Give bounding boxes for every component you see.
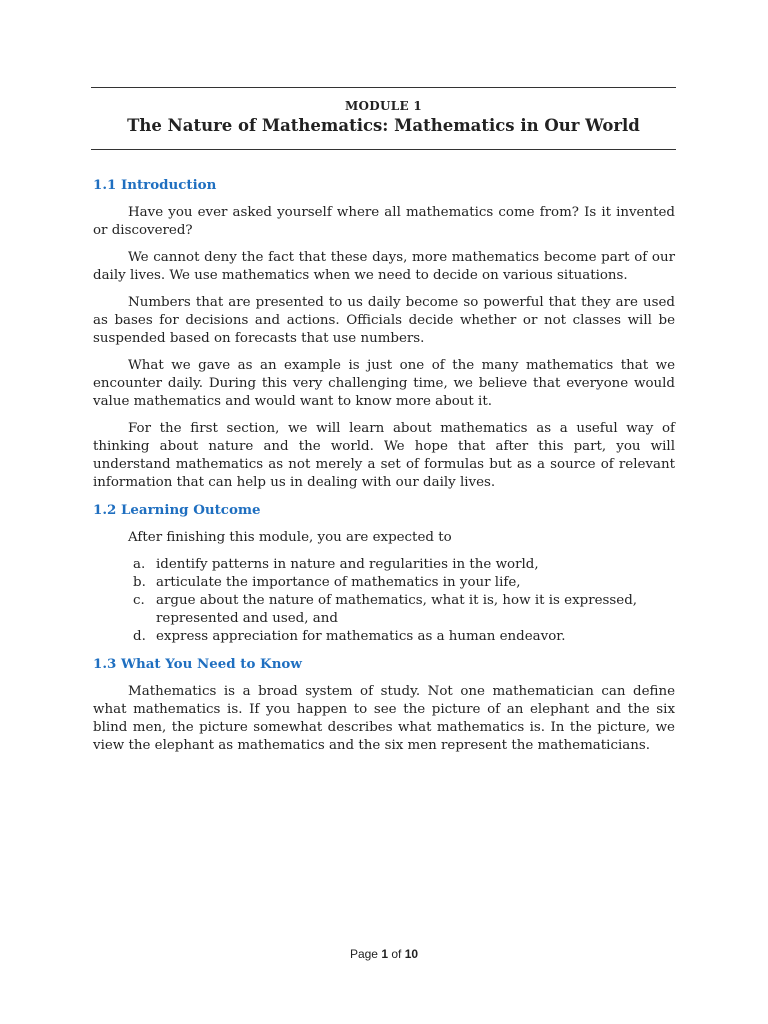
list-item-text: articulate the importance of mathematics in your life,: [156, 575, 521, 590]
intro-paragraph: We cannot deny the fact that these days, more mathematics become part of our daily lives. We use mathematics when we need to decide on various situations.: [93, 250, 675, 283]
know-paragraph: Mathematics is a broad system of study. Not one mathematician can define what mathematics is. If you happen to see the picture of an elephant and the six blind men, the picture somewhat describes what mathematics is. In the picture, we view the elephant as mathematics and the six men represent the mathematicians.: [93, 684, 675, 753]
document-body: [93, 176, 675, 764]
list-marker: c.: [133, 593, 145, 608]
section-heading-learning-outcome: 1.2 Learning Outcome: [93, 502, 261, 518]
intro-paragraph: Have you ever asked yourself where all mathematics come from? Is it invented or discovered?: [93, 205, 675, 238]
section-heading-introduction: 1.1 Introduction: [93, 177, 217, 193]
list-item: [93, 556, 675, 574]
page-footer: [0, 947, 768, 961]
list-item-text: identify patterns in nature and regularities in the world,: [156, 557, 539, 572]
current-page-number: 1: [381, 947, 388, 961]
list-item-text: express appreciation for mathematics as a human endeavor.: [156, 629, 566, 644]
intro-paragraph: What we gave as an example is just one of the many mathematics that we encounter daily. During this very challenging time, we believe that everyone would value mathematics and would want to know more about it.: [93, 358, 675, 409]
intro-paragraph: Numbers that are presented to us daily become so powerful that they are used as bases for decisions and actions. Officials decide whether or not classes will be suspended based on forecasts that use numbers.: [93, 295, 675, 346]
outcome-lead: After finishing this module, you are expected to: [128, 530, 452, 545]
list-marker: a.: [133, 557, 146, 572]
list-item: [93, 628, 675, 646]
intro-paragraph: For the first section, we will learn about mathematics as a useful way of thinking about nature and the world. We hope that after this part, you will understand mathematics as not merely a set of formulas but as a source of relevant information that can help us in dealing with our daily lives.: [93, 421, 675, 490]
module-label: MODULE 1: [344, 99, 423, 113]
list-item: [93, 592, 675, 628]
list-marker: d.: [133, 629, 146, 644]
page-word: Page: [349, 947, 378, 961]
document-title: The Nature of Mathematics: Mathematics in Our World: [127, 116, 640, 135]
list-item-text: argue about the nature of mathematics, what it is, how it is expressed, represented and used, and: [156, 593, 638, 626]
list-item: [93, 574, 675, 592]
bottom-rule: [91, 149, 676, 150]
of-word: of: [391, 947, 402, 961]
top-rule: [91, 87, 676, 88]
list-marker: b.: [133, 575, 146, 590]
outcome-list: [93, 556, 675, 646]
section-heading-what-you-need-to-know: 1.3 What You Need to Know: [93, 656, 302, 672]
total-pages-number: 10: [404, 947, 419, 961]
